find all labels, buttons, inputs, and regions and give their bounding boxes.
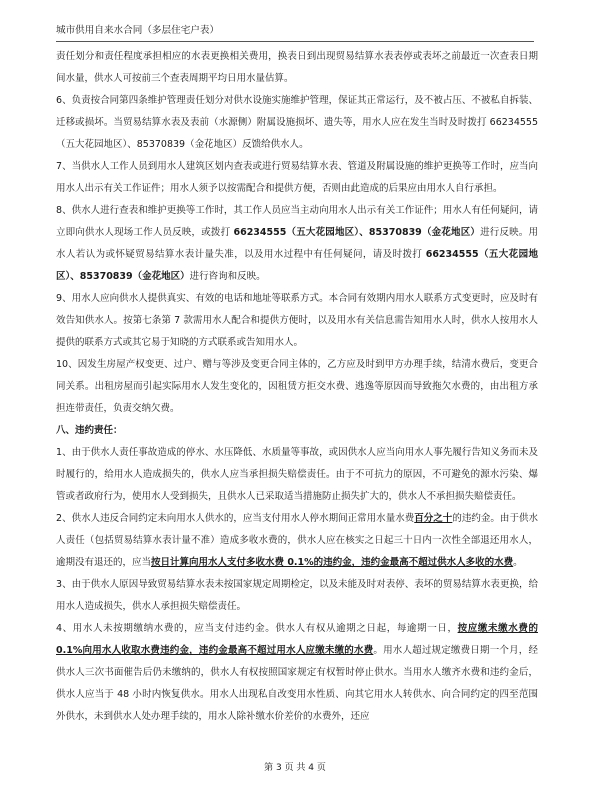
clause-paragraph (56, 288, 538, 354)
text-segment: 八、违约责任： (56, 425, 123, 436)
text-segment: 9、用水人应向供水人提供真实、有效的电话和地址等联系方式。本合同有效期内用水人联系方式变更时，应及时有效告知供水人。按第七条第 7 款需用水人配合和提供方便时，以及用水有关信息需告知用水人时，供水人按用水人提供的联系方式或其它易于知晓的方式联系或告知用水人。 (56, 293, 538, 348)
emphasized-underlined-text: 按应缴未缴水费的 0.1%向用水人收取水费违约金，违约金最高不超过用水人应缴未缴的水费 (56, 623, 538, 656)
clause-paragraph (56, 442, 538, 508)
text-segment: 3、由于供水人原因导致贸易结算水表未按国家规定周期检定，以及未能及时对表停、表坏的贸易结算水表更换，给用水人造成损失，供水人承担损失赔偿责任。 (56, 579, 538, 612)
emphasized-underlined-text: 按日计算向用水人支付多收水费 0.1%的违约金，违约金最高不超过供水人多收的水费 (151, 557, 514, 568)
clause-paragraph (56, 574, 538, 618)
clause-paragraph (56, 46, 538, 90)
text-segment: 2、供水人违反合同约定未向用水人供水的，应当支付用水人停水期间正常用水量水费 (56, 513, 415, 524)
clause-paragraph (56, 200, 538, 288)
page-header (56, 24, 534, 42)
clause-paragraph (56, 90, 538, 156)
bold-text: 66234555（五大花园地区）、85370839（金花地区） (233, 227, 481, 238)
text-segment: 的违约金。由于供水人责任（包括贸易结算水表计量不准）造成多收水费的，供水人应在核实之日起三十日内一次性全部退还用水人，逾期没有退还的，应当 (56, 513, 538, 568)
page-number: 第 3 页 共 4 页 (264, 763, 326, 773)
bold-text: 66234555（五大花园地区）、85370839（金花地区） (56, 249, 538, 282)
text-segment: 7、当供水人工作人员到用水人建筑区划内查表或进行贸易结算水表、管道及附属设施的维护更换等工作时，应当向用水人出示有关工作证件；用水人须予以按需配合和提供方便，否则由此造成的后果应由用水人自行承担。 (56, 161, 538, 194)
section-heading (56, 420, 538, 442)
text-segment: 。 (513, 557, 523, 568)
header-title: 城市供用自来水合同（多层住宅户表） (56, 25, 220, 36)
clause-paragraph (56, 618, 538, 728)
text-segment: 6、负责按合同第四条维护管理责任划分对供水设施实施维护管理，保证其正常运行，及不被占压、不被私自拆装、迁移或损坏。当贸易结算水表及表前（水源侧）附属设施损坏、遗失等，用水人应在发生当时及时拨打 66234555（五大花园地区）、85370839（金花地区）反馈给供水人。 (56, 95, 538, 150)
page-footer (0, 762, 590, 774)
text-segment: 责任划分和责任程度承担相应的水表更换相关费用，换表日到出现贸易结算水表表停或表坏之前最近一次查表日期间水量，供水人可按前三个查表周期平均日用水量估算。 (56, 51, 538, 84)
text-segment: 4、用水人未按期缴纳水费的，应当支付违约金。供水人有权从逾期之日起，每逾期一日， (56, 623, 458, 634)
text-segment: 8、供水人进行查表和维护更换等工作时，其工作人员应当主动向用水人出示有关工作证件；用水人有任何疑问，请立即向供水人现场工作人员反映，或拨打 (56, 205, 538, 238)
clause-paragraph (56, 156, 538, 200)
text-segment: 进行反映。用水人若认为或怀疑贸易结算水表计量失准，以及用水过程中有任何疑问，请及时拨打 (56, 227, 538, 260)
emphasized-underlined-text: 百分之十 (414, 513, 453, 524)
document-body (56, 46, 538, 728)
text-segment: 进行咨询和反映。 (189, 271, 266, 282)
clause-paragraph (56, 508, 538, 574)
text-segment: 。用水人超过规定缴费日期一个月，经供水人三次书面催告后仍未缴纳的，供水人有权按照国家规定有权暂时停止供水。当用水人缴齐水费和违约金后，供水人应当于 48 小时内恢复供水。用水人出现私自改变用水性质、向其它用水人转供水、向合同约定的四至范围外供水，未到供水人处办理手续的，用水人除补缴水价差价的水费外，还应 (56, 645, 538, 722)
text-segment: 1、由于供水人责任事故造成的停水、水压降低、水质量等事故，或因供水人应当向用水人事先履行告知义务而未及时履行的，给用水人造成损失的，供水人应当承担损失赔偿责任。由于不可抗力的原因，不可避免的源水污染、爆管或者政府行为，使用水人受到损失，且供水人已采取适当措施防止损失扩大的，供水人不承担损失赔偿责任。 (56, 447, 538, 502)
clause-paragraph (56, 354, 538, 420)
text-segment: 10、因发生房屋产权变更、过户、赠与等涉及变更合同主体的，乙方应及时到甲方办理手续，结清水费后，变更合同关系。出租房屋而引起实际用水人发生变化的，因租赁方拒交水费、逃逸等原因而导致拖欠水费的，由出租方承担连带责任，负责交纳欠费。 (56, 359, 538, 414)
